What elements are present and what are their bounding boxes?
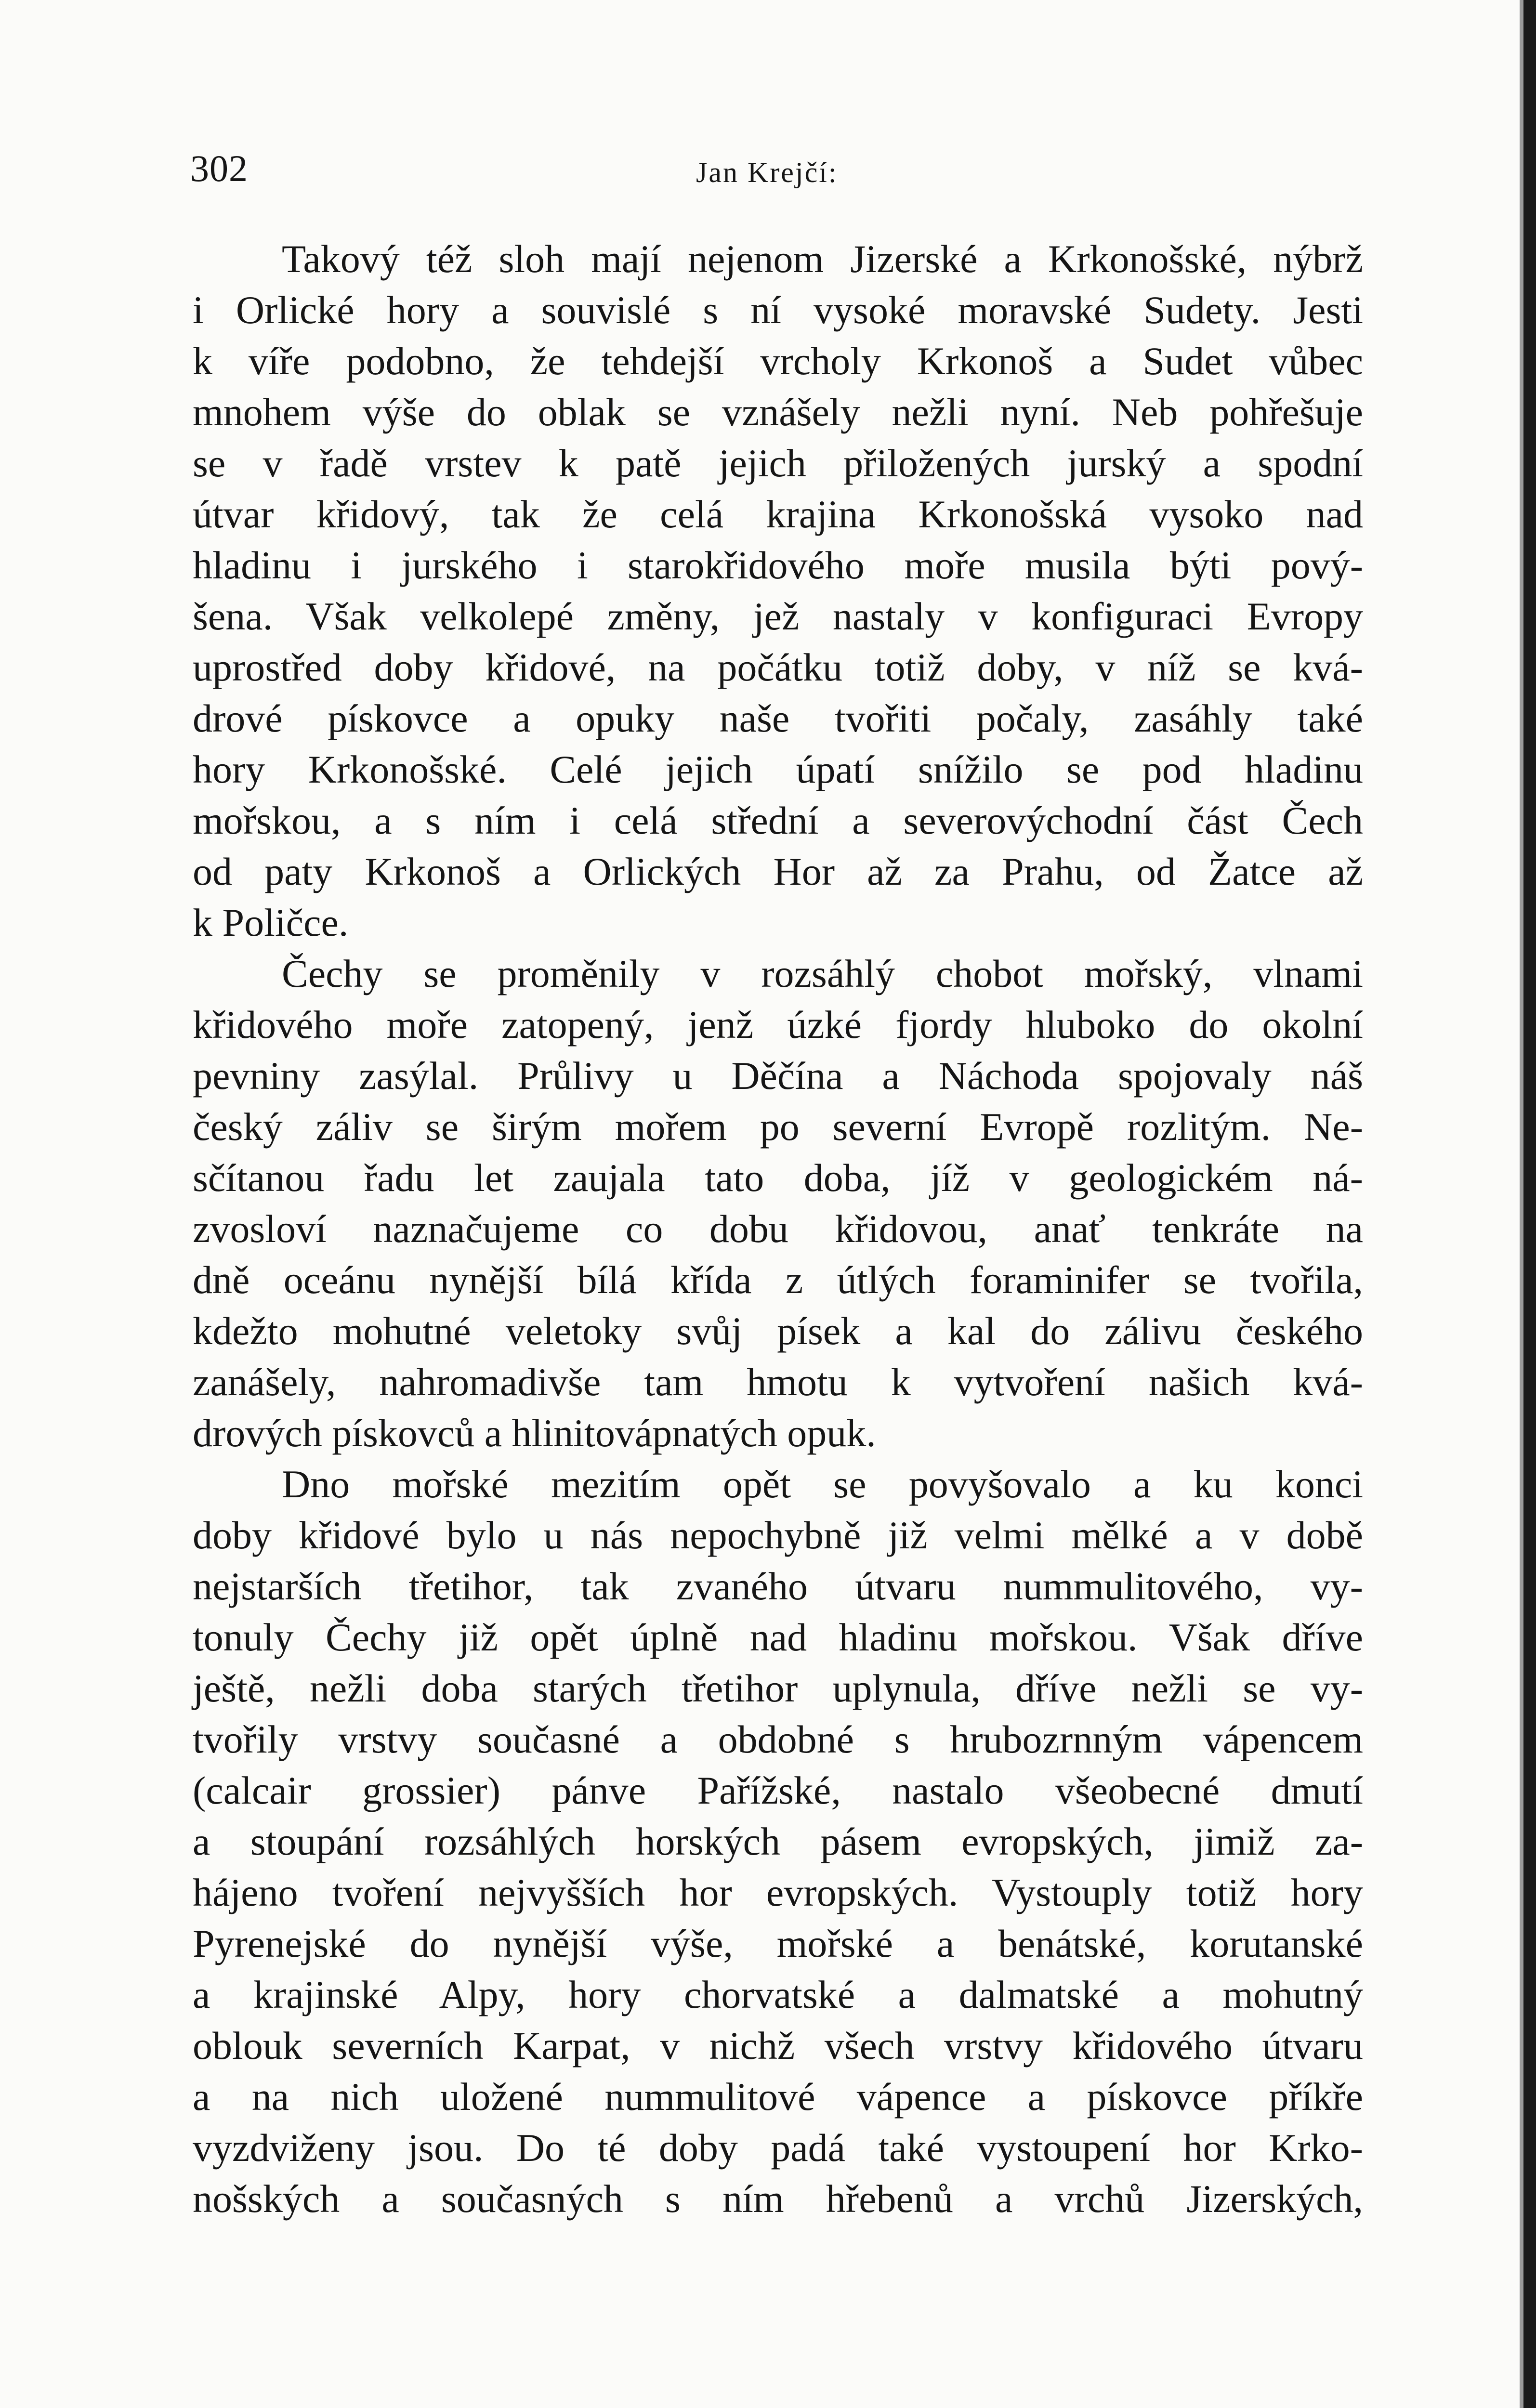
- text-line: k Poličce.: [193, 901, 349, 944]
- page-edge: [1523, 0, 1536, 2408]
- text-line: kdežto mohutné veletoky svůj písek a kal do zálivu českého: [193, 1309, 1363, 1353]
- text-line: i Orlické hory a souvislé s ní vysoké moravské Sudety. Jesti: [193, 288, 1363, 332]
- text-line: hladinu i jurského i starokřidového moře musila býti pový-: [193, 543, 1363, 587]
- text-line: útvar křidový, tak že celá krajina Krkonošská vysoko nad: [193, 492, 1363, 536]
- text-line: od paty Krkonoš a Orlických Hor až za Prahu, od Žatce až: [193, 850, 1363, 893]
- text-line: Pyrenejské do nynější výše, mořské a benátské, korutanské: [193, 1922, 1363, 1965]
- page-edge-shadow: [1520, 0, 1523, 2408]
- text-line: tonuly Čechy již opět úplně nad hladinu mořskou. Však dříve: [193, 1615, 1363, 1659]
- running-head: Jan Krejčí:: [696, 157, 838, 188]
- text-line: zanášely, nahromadivše tam hmotu k vytvoření našich kvá-: [193, 1360, 1363, 1404]
- paragraph: [193, 1459, 1363, 2225]
- text-line: ještě, nežli doba starých třetihor uplynula, dříve nežli se vy-: [193, 1666, 1363, 1710]
- text-line: pevniny zasýlal. Průlivy u Děčína a Náchoda spojovaly náš: [193, 1054, 1363, 1098]
- paragraph: [193, 948, 1363, 1459]
- paragraph: [193, 234, 1363, 948]
- page-header: [190, 144, 1365, 193]
- text-line: Takový též sloh mají nejenom Jizerské a Krkonošské, nýbrž: [282, 237, 1363, 281]
- text-line: tvořily vrstvy současné a obdobné s hrubozrnným vápencem: [193, 1717, 1363, 1761]
- text-line: (calcair grossier) pánve Pařížské, nastalo všeobecné dmutí: [193, 1768, 1363, 1812]
- text-line: oblouk severních Karpat, v nichž všech vrstvy křidového útvaru: [193, 2024, 1363, 2068]
- text-line: se v řadě vrstev k patě jejich přiložených jurský a spodní: [193, 441, 1363, 485]
- text-line: a stoupání rozsáhlých horských pásem evropských, jimiž za-: [193, 1819, 1363, 1863]
- text-line: zvosloví naznačujeme co dobu křidovou, anať tenkráte na: [193, 1207, 1363, 1251]
- text-line: šena. Však velkolepé změny, jež nastaly v konfiguraci Evropy: [193, 594, 1363, 638]
- page-number: 302: [190, 147, 248, 189]
- text-line: mnohem výše do oblak se vznášely nežli nyní. Neb pohřešuje: [193, 390, 1363, 434]
- text-line: dně oceánu nynější bílá křída z útlých foraminifer se tvořila,: [193, 1258, 1363, 1302]
- text-line: Dno mořské mezitím opět se povyšovalo a ku konci: [282, 1462, 1363, 1506]
- text-line: uprostřed doby křidové, na počátku totiž doby, v níž se kvá-: [193, 645, 1363, 689]
- text-line: doby křidové bylo u nás nepochybně již velmi mělké a v době: [193, 1513, 1363, 1557]
- text-line: a krajinské Alpy, hory chorvatské a dalmatské a mohutný: [193, 1973, 1363, 2016]
- text-line: Čechy se proměnily v rozsáhlý chobot mořský, vlnami: [282, 952, 1363, 995]
- text-line: hájeno tvoření nejvyšších hor evropských. Vystouply totiž hory: [193, 1871, 1363, 1914]
- text-line: hory Krkonošské. Celé jejich úpatí snížilo se pod hladinu: [193, 747, 1363, 791]
- text-line: nejstarších třetihor, tak zvaného útvaru nummulitového, vy-: [193, 1564, 1363, 1608]
- text-line: drové pískovce a opuky naše tvořiti počaly, zasáhly také: [193, 696, 1363, 740]
- text-line: vyzdviženy jsou. Do té doby padá také vystoupení hor Krko-: [193, 2126, 1363, 2170]
- text-line: český záliv se širým mořem po severní Evropě rozlitým. Ne-: [193, 1105, 1363, 1149]
- text-line: mořskou, a s ním i celá střední a severovýchodní část Čech: [193, 798, 1363, 842]
- text-body: [193, 234, 1363, 2225]
- text-line: křidového moře zatopený, jenž úzké fjordy hluboko do okolní: [193, 1003, 1363, 1047]
- text-line: sčítanou řadu let zaujala tato doba, jíž v geologickém ná-: [193, 1156, 1363, 1200]
- text-line: k víře podobno, že tehdejší vrcholy Krkonoš a Sudet vůbec: [193, 339, 1363, 383]
- text-line: a na nich uložené nummulitové vápence a pískovce příkře: [193, 2075, 1363, 2119]
- text-line: drových pískovců a hlinitovápnatých opuk.: [193, 1411, 876, 1455]
- text-line: nošských a současných s ním hřebenů a vrchů Jizerských,: [193, 2177, 1363, 2221]
